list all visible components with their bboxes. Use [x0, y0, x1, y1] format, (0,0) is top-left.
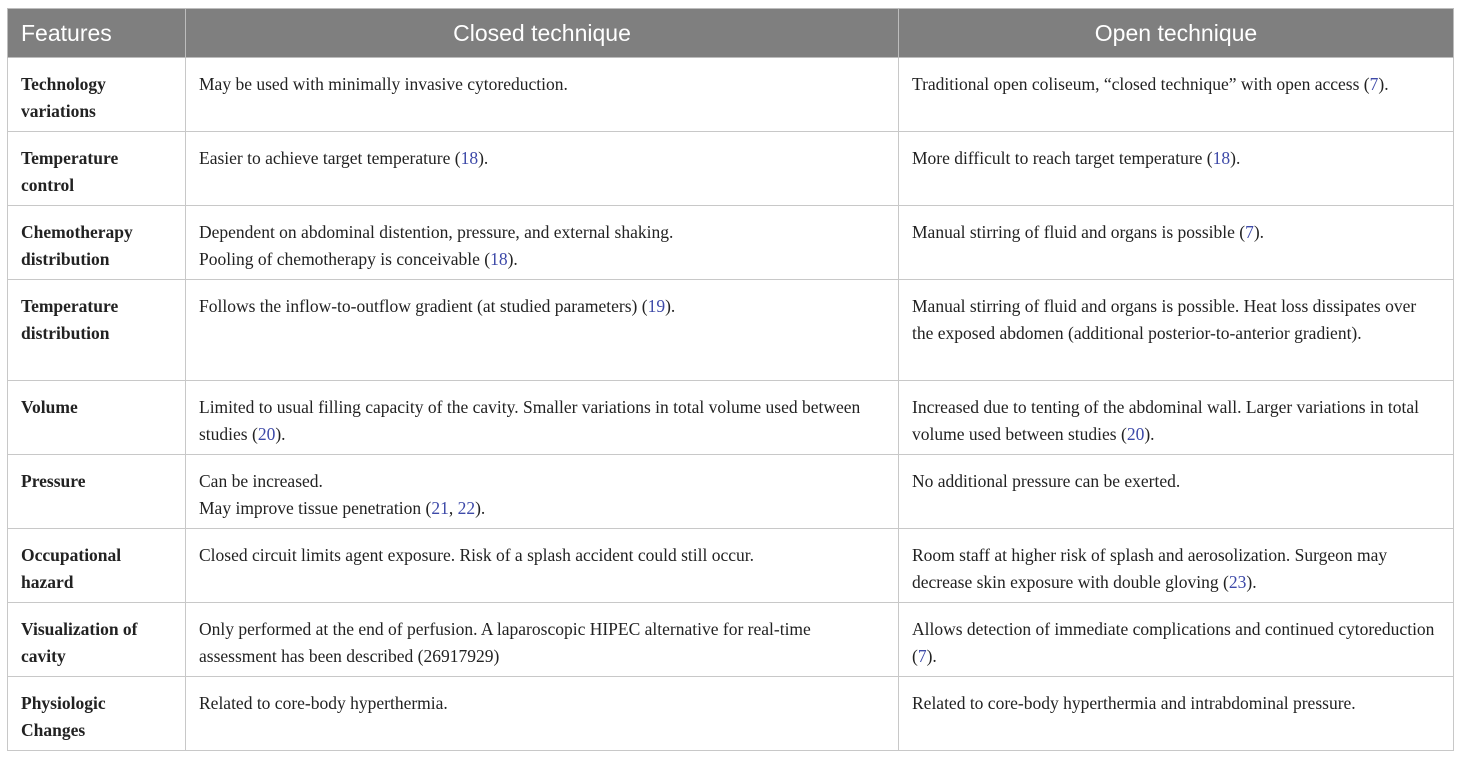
- closed-technique-cell: [186, 206, 899, 280]
- open-technique-cell: [899, 603, 1454, 677]
- cell-text: Only performed at the end of perfusion. A laparoscopic HIPEC alternative for real-time assessment has been described (26917929): [199, 619, 811, 666]
- cell-text: Allows detection of immediate complications and continued cytoreduction (: [912, 619, 1435, 666]
- cell-text: Manual stirring of fluid and organs is possible. Heat loss dissipates over the exposed abdomen (additional posterior-to-anterior gradient).: [912, 296, 1417, 343]
- feature-cell: Volume: [8, 381, 186, 455]
- cell-line: [912, 293, 1440, 347]
- open-technique-cell: [899, 132, 1454, 206]
- table-row: [8, 381, 1454, 455]
- cell-text: Related to core-body hyperthermia and intrabdominal pressure.: [912, 693, 1356, 713]
- feature-cell: Temperature control: [8, 132, 186, 206]
- cell-line: [199, 394, 885, 448]
- cell-line: [199, 246, 885, 273]
- cell-line: [199, 71, 885, 98]
- cell-line: [199, 495, 885, 522]
- cell-text: Room staff at higher risk of splash and aerosolization. Surgeon may decrease skin exposure with double gloving (: [912, 545, 1388, 592]
- feature-cell: Technology variations: [8, 58, 186, 132]
- feature-cell: Occupational hazard: [8, 529, 186, 603]
- table-row: [8, 206, 1454, 280]
- closed-technique-cell: [186, 455, 899, 529]
- cell-text: ).: [1246, 572, 1257, 592]
- cell-line: [199, 468, 885, 495]
- reference-link[interactable]: 19: [647, 296, 666, 316]
- cell-text: More difficult to reach target temperature (: [912, 148, 1213, 168]
- closed-technique-cell: [186, 280, 899, 381]
- closed-technique-cell: [186, 603, 899, 677]
- cell-text: ).: [1378, 74, 1389, 94]
- open-technique-cell: [899, 381, 1454, 455]
- table-row: [8, 280, 1454, 381]
- table-row: [8, 529, 1454, 603]
- cell-text: Increased due to tenting of the abdominal wall. Larger variations in total volume used between studies (: [912, 397, 1420, 444]
- header-row: [8, 9, 1454, 58]
- cell-text: Can be increased.: [199, 471, 323, 491]
- cell-line: [199, 293, 885, 320]
- cell-line: [912, 690, 1440, 717]
- cell-text: ).: [1253, 222, 1265, 242]
- cell-line: [199, 542, 885, 569]
- closed-technique-cell: [186, 529, 899, 603]
- cell-text: ).: [507, 249, 518, 269]
- cell-line: [199, 616, 885, 670]
- header-closed-technique: Closed technique: [186, 9, 899, 58]
- open-technique-cell: [899, 455, 1454, 529]
- cell-text: Limited to usual filling capacity of the cavity. Smaller variations in total volume used between studies (: [199, 397, 861, 444]
- feature-cell: Physiologic Changes: [8, 677, 186, 751]
- cell-line: [199, 145, 885, 172]
- cell-text: Traditional open coliseum, “closed technique” with open access (: [912, 74, 1370, 94]
- cell-text: ).: [926, 646, 937, 666]
- open-technique-cell: [899, 280, 1454, 381]
- closed-technique-cell: [186, 677, 899, 751]
- cell-text: ).: [1230, 148, 1241, 168]
- reference-link[interactable]: 7: [917, 646, 927, 666]
- cell-text: ).: [475, 498, 486, 518]
- feature-cell: Temperature distribution: [8, 280, 186, 381]
- open-technique-cell: [899, 206, 1454, 280]
- reference-link[interactable]: 22: [457, 498, 476, 518]
- reference-link[interactable]: 23: [1228, 572, 1247, 592]
- open-technique-cell: [899, 58, 1454, 132]
- table-row: [8, 132, 1454, 206]
- reference-link[interactable]: 18: [1212, 148, 1231, 168]
- reference-link[interactable]: 20: [1126, 424, 1145, 444]
- cell-text: Closed circuit limits agent exposure. Risk of a splash accident could still occur.: [199, 545, 755, 565]
- closed-technique-cell: [186, 58, 899, 132]
- cell-line: [912, 616, 1440, 670]
- cell-text: Related to core-body hyperthermia.: [199, 693, 448, 713]
- feature-cell: Chemotherapy distribution: [8, 206, 186, 280]
- table-row: [8, 58, 1454, 132]
- reference-link[interactable]: 18: [490, 249, 508, 269]
- cell-line: [912, 145, 1440, 172]
- open-technique-cell: [899, 529, 1454, 603]
- feature-cell: Visualization of cavity: [8, 603, 186, 677]
- cell-line: [912, 394, 1440, 448]
- cell-line: [912, 219, 1440, 246]
- header-features: Features: [8, 9, 186, 58]
- cell-line: [199, 690, 885, 717]
- cell-text: ).: [665, 296, 676, 316]
- table-row: [8, 677, 1454, 751]
- table-row: [8, 455, 1454, 529]
- closed-technique-cell: [186, 381, 899, 455]
- reference-link[interactable]: 18: [460, 148, 479, 168]
- comparison-table: [7, 8, 1454, 751]
- reference-link[interactable]: 21: [431, 498, 449, 518]
- reference-link[interactable]: 7: [1245, 222, 1254, 242]
- cell-line: [912, 71, 1440, 98]
- cell-text: Pooling of chemotherapy is conceivable (: [199, 249, 491, 269]
- cell-text: Dependent on abdominal distention, pressure, and external shaking.: [199, 222, 674, 242]
- cell-text: ).: [478, 148, 489, 168]
- reference-link[interactable]: 7: [1369, 74, 1379, 94]
- cell-line: [912, 468, 1440, 495]
- open-technique-cell: [899, 677, 1454, 751]
- cell-text: Follows the inflow-to-outflow gradient (at studied parameters) (: [199, 296, 648, 316]
- cell-text: No additional pressure can be exerted.: [912, 471, 1181, 491]
- closed-technique-cell: [186, 132, 899, 206]
- cell-line: [912, 542, 1440, 596]
- cell-text: Manual stirring of fluid and organs is possible (: [912, 222, 1246, 242]
- cell-text: ).: [1144, 424, 1155, 444]
- table-row: [8, 603, 1454, 677]
- cell-text: May improve tissue penetration (: [199, 498, 432, 518]
- cell-text: ).: [275, 424, 286, 444]
- cell-text: May be used with minimally invasive cytoreduction.: [199, 74, 568, 94]
- feature-cell: Pressure: [8, 455, 186, 529]
- cell-text: ,: [448, 498, 458, 518]
- cell-line: [199, 219, 885, 246]
- header-open-technique: Open technique: [899, 9, 1454, 58]
- cell-text: Easier to achieve target temperature (: [199, 148, 461, 168]
- reference-link[interactable]: 20: [257, 424, 276, 444]
